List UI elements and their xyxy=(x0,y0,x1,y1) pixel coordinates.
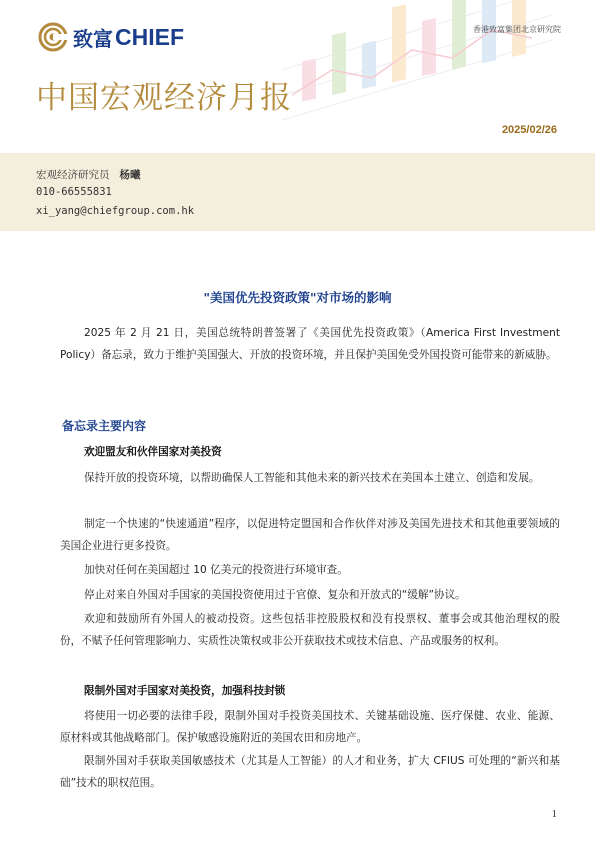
author-role: 宏观经济研究员 xyxy=(36,169,110,181)
chief-logo xyxy=(38,22,184,52)
subheading-welcome-investment: 欢迎盟友和伙伴国家对美投资 xyxy=(84,446,222,458)
paragraph-5: 欢迎和鼓励所有外国人的被动投资。这些包括非控股股权和没有投票权、董事会或其他治理权的股份，不赋予任何管理影响力、实质性决策权或非公开获取技术或技术信息、产品或服务的权利。 xyxy=(60,613,560,647)
intro-paragraph: 2025 年 2 月 21 日，美国总统特朗普签署了《美国优先投资政策》（America First Investment Policy）备忘录，致力于维护美国强大、开放的投资环境，并且保护美国免受外国投资可能带来的新威胁。 xyxy=(60,327,560,361)
author-email[interactable]: xi_yang@chiefgroup.com.hk xyxy=(36,205,195,217)
paragraph-2: 制定一个快速的“快速通道”程序，以促进特定盟国和合作伙伴对涉及美国先进技术和其他重要领域的美国企业进行更多投资。 xyxy=(60,518,560,552)
paragraph-6: 将使用一切必要的法律手段，限制外国对手投资美国技术、关键基础设施、医疗保健、农业、能源、原材料或其他战略部门。保护敏感设施附近的美国农田和房地产。 xyxy=(60,710,560,744)
paragraph-1: 保持开放的投资环境，以帮助确保人工智能和其他未来的新兴技术在美国本土建立、创造和发展。 xyxy=(84,472,540,484)
page-number: 1 xyxy=(551,808,557,820)
paragraph-3: 加快对任何在美国超过 10 亿美元的投资进行环境审查。 xyxy=(84,564,348,576)
section-heading: 备忘录主要内容 xyxy=(62,419,147,433)
report-title: 中国宏观经济月报 xyxy=(36,80,292,116)
logo-cn-text: 致富 xyxy=(73,26,113,51)
author-role-line xyxy=(36,167,141,182)
subheading-restrict-investment: 限制外国对手国家对美投资，加强科技封锁 xyxy=(84,685,286,697)
article-title: "美国优先投资政策"对市场的影响 xyxy=(203,290,392,305)
author-name: 杨曦 xyxy=(119,169,141,181)
author-phone: 010-66555831 xyxy=(36,186,112,198)
chief-logo-icon xyxy=(38,22,68,52)
decorative-chart-graphic xyxy=(262,0,562,130)
logo-en-text: CHIEF xyxy=(115,23,184,50)
institute-name: 香港致富集团北京研究院 xyxy=(473,25,561,34)
report-date: 2025/02/26 xyxy=(501,124,557,136)
author-info-box xyxy=(0,153,595,231)
paragraph-4: 停止对来自外国对手国家的美国投资使用过于官僚、复杂和开放式的“缓解”协议。 xyxy=(84,589,466,601)
report-header xyxy=(0,0,595,152)
paragraph-7: 限制外国对手获取美国敏感技术（尤其是人工智能）的人才和业务，扩大 CFIUS 可处理的“新兴和基础”技术的职权范围。 xyxy=(60,755,560,789)
